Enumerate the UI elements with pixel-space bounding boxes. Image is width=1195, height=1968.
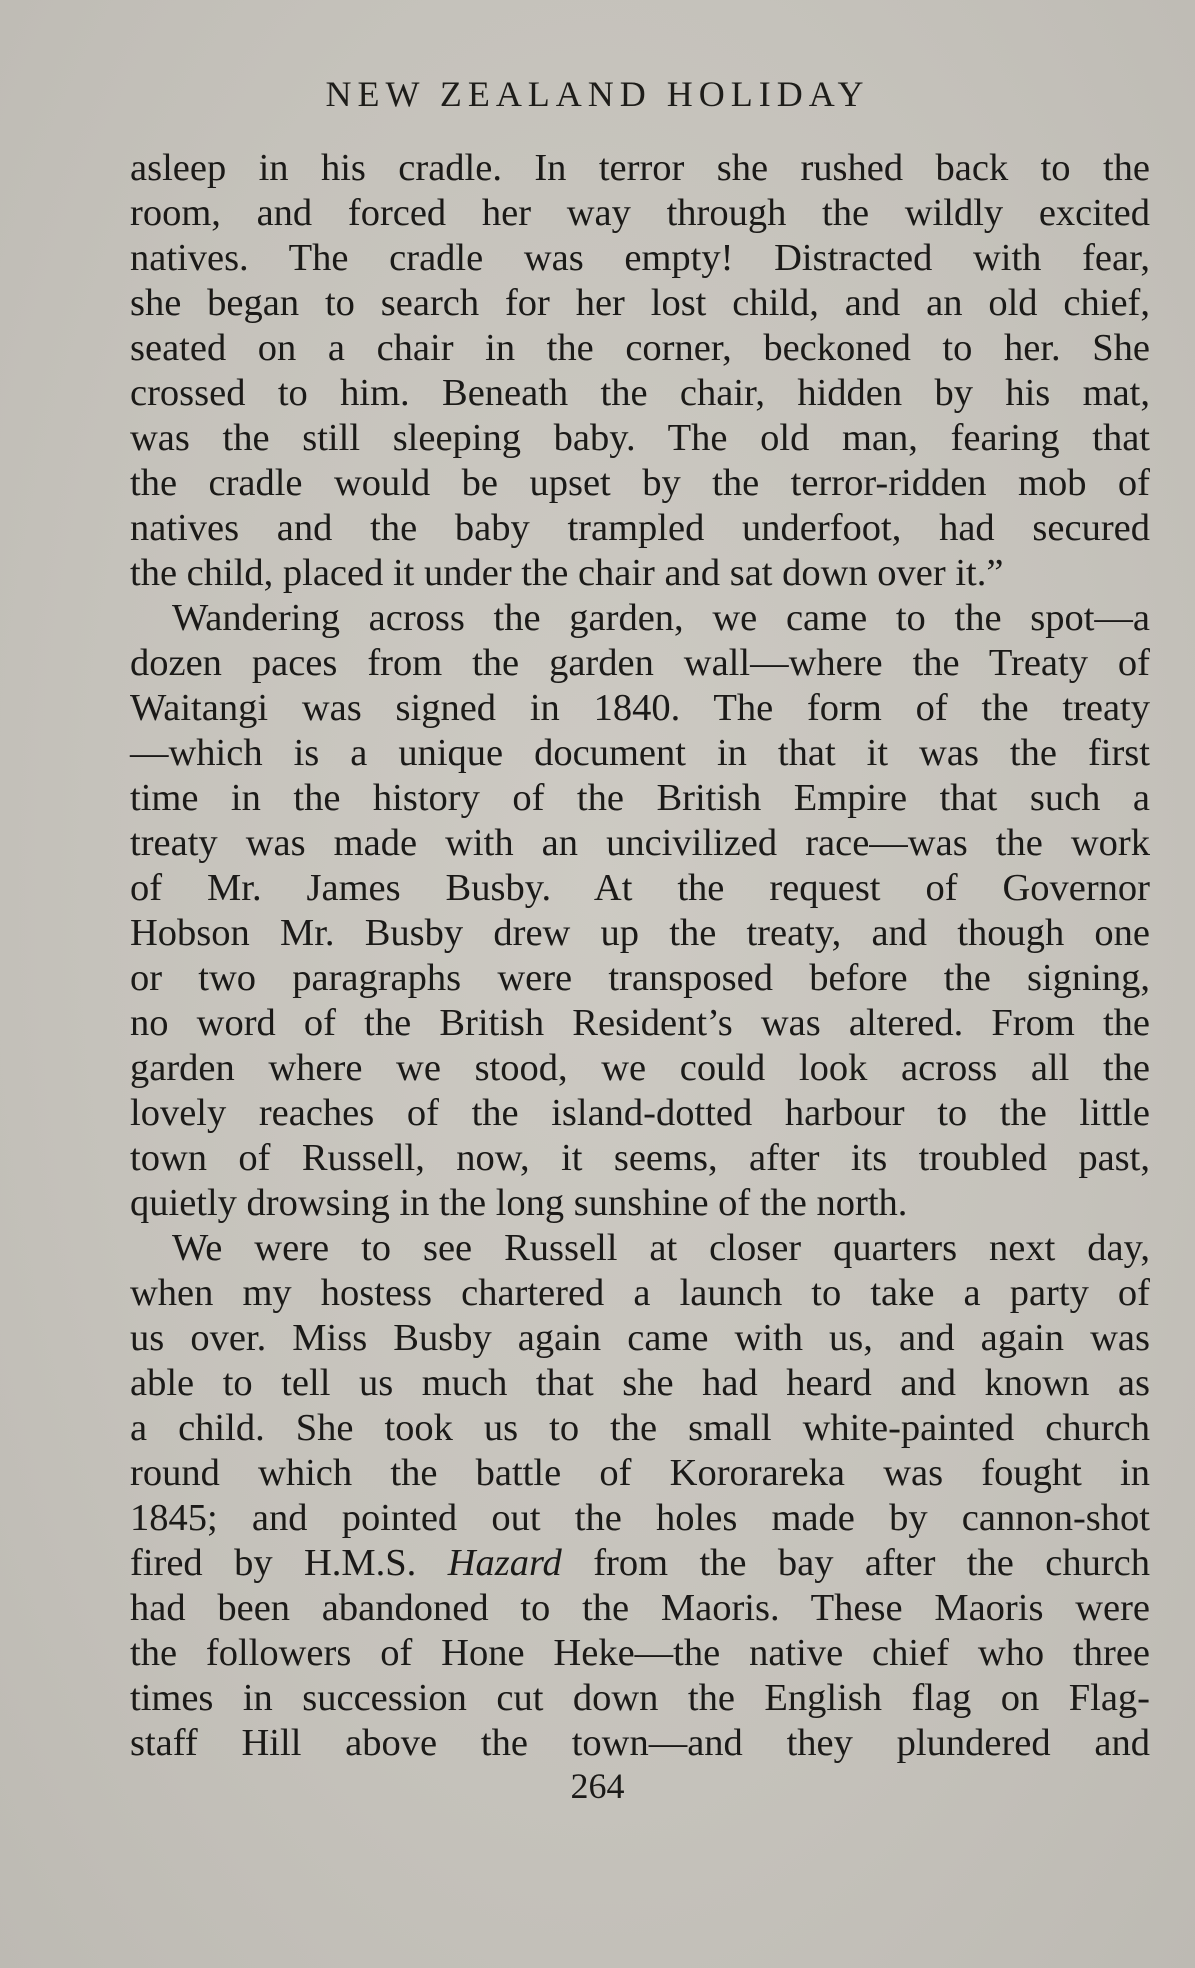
text-line: 1845; and pointed out the holes made by cannon-shot xyxy=(130,1497,1150,1539)
text-line: dozen paces from the garden wall—where the Treaty of xyxy=(130,642,1150,684)
text-line: the child, placed it under the chair and sat down over it.” xyxy=(130,552,1004,594)
text-line: no word of the British Resident’s was altered. From the xyxy=(130,1002,1150,1044)
body-text xyxy=(130,146,1150,1766)
text-line: Hobson Mr. Busby drew up the treaty, and though one xyxy=(130,912,1150,954)
text-line: town of Russell, now, it seems, after its troubled past, xyxy=(130,1137,1150,1179)
text-line: —which is a unique document in that it was the first xyxy=(130,732,1150,774)
text-line: time in the history of the British Empire that such a xyxy=(130,777,1150,819)
text-line: room, and forced her way through the wildly excited xyxy=(130,192,1150,234)
text-line: treaty was made with an uncivilized race—was the work xyxy=(130,822,1150,864)
text-line: garden where we stood, we could look across all the xyxy=(130,1047,1150,1089)
text-line: crossed to him. Beneath the chair, hidden by his mat, xyxy=(130,372,1150,414)
text-line: round which the battle of Kororareka was fought in xyxy=(130,1452,1150,1494)
text-line: natives and the baby trampled underfoot, had secured xyxy=(130,507,1150,549)
text-segment: fired by H.M.S. xyxy=(130,1542,417,1584)
text-line: was the still sleeping baby. The old man, fearing that xyxy=(130,417,1150,459)
page-number: 264 xyxy=(570,1766,625,1806)
text-line: Waitangi was signed in 1840. The form of the treaty xyxy=(130,687,1150,729)
text-line: asleep in his cradle. In terror she rushed back to the xyxy=(130,147,1150,189)
text-line: or two paragraphs were transposed before the signing, xyxy=(130,957,1150,999)
text-line: a child. She took us to the small white-painted church xyxy=(130,1407,1150,1449)
text-line: seated on a chair in the corner, beckoned to her. She xyxy=(130,327,1150,369)
text-line: We were to see Russell at closer quarters next day, xyxy=(172,1227,1150,1269)
text-line: Wandering across the garden, we came to the spot—a xyxy=(172,597,1150,639)
text-line: staff Hill above the town—and they plundered and xyxy=(130,1722,1150,1764)
running-head: NEW ZEALAND HOLIDAY xyxy=(325,74,870,114)
text-line: us over. Miss Busby again came with us, and again was xyxy=(130,1317,1150,1359)
text-line: the followers of Hone Heke—the native chief who three xyxy=(130,1632,1150,1674)
text-line-with-italic xyxy=(130,1541,1150,1586)
text-line: able to tell us much that she had heard and known as xyxy=(130,1362,1150,1404)
text-line: she began to search for her lost child, and an old chief, xyxy=(130,282,1150,324)
text-line: quietly drowsing in the long sunshine of the north. xyxy=(130,1182,908,1224)
ship-name-italic: Hazard xyxy=(447,1542,562,1584)
text-line: the cradle would be upset by the terror-ridden mob of xyxy=(130,462,1150,504)
text-line: lovely reaches of the island-dotted harbour to the little xyxy=(130,1092,1150,1134)
text-line: when my hostess chartered a launch to take a party of xyxy=(130,1272,1150,1314)
text-line: natives. The cradle was empty! Distracted with fear, xyxy=(130,237,1150,279)
text-line: times in succession cut down the English flag on Flag- xyxy=(130,1677,1150,1719)
text-segment: from the bay after the church xyxy=(593,1542,1150,1584)
text-line: of Mr. James Busby. At the request of Governor xyxy=(130,867,1150,909)
text-line: had been abandoned to the Maoris. These Maoris were xyxy=(130,1587,1150,1629)
